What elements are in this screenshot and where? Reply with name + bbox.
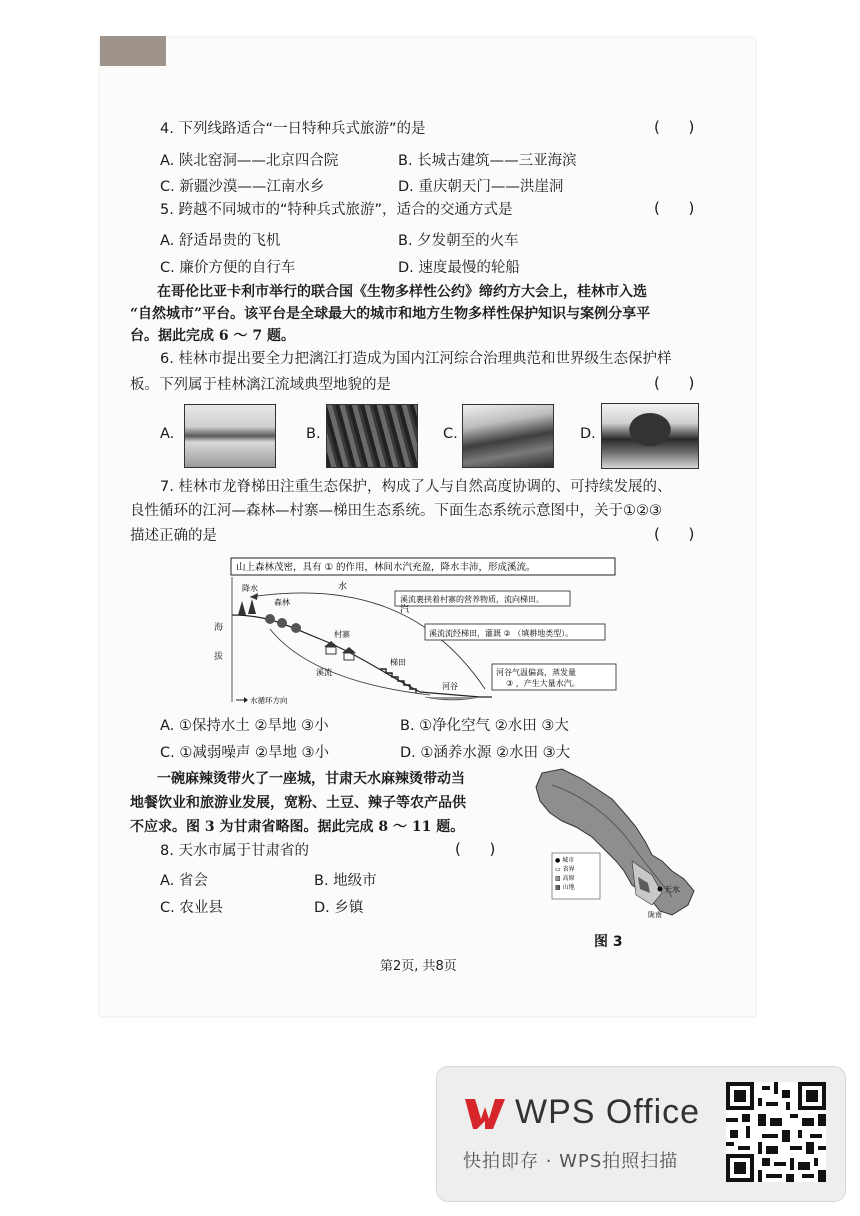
intro-6-7-line2: “自然城市”平台。该平台是全球最大的城市和地方生物多样性保护知识与案例分享平 (130, 306, 651, 322)
q7-option-d: D. ①涵养水源 ②水田 ③大 (400, 745, 571, 761)
q7-stem-line3: 描述正确的是 (130, 528, 217, 544)
q5-option-d: D. 速度最慢的轮船 (398, 260, 520, 276)
q7-stem-line2: 良性循环的江河—森林—村寨—梯田生态系统。下面生态系统示意图中，关于①②③ (130, 503, 662, 519)
map-legend-0: ● 城市 (555, 857, 575, 864)
diagram-label-valley: 河谷 (442, 682, 458, 691)
qr-code-icon (726, 1082, 826, 1182)
map-legend-3: ▩ 山地 (555, 884, 575, 891)
diagram-label-stream: 溪流 (316, 668, 332, 677)
diagram-top-box: 山上森林茂密，具有 ① 的作用，林间水汽充盈，降水丰沛，形成溪流。 (236, 562, 536, 573)
q6-photo-b (326, 404, 418, 468)
diagram-box-3: 溪流流经梯田，灌溉 ② （填耕地类型）。 (429, 629, 574, 638)
diagram-box-4-line2: ③ ，产生大量水汽。 (506, 679, 580, 688)
q5-option-b: B. 夕发朝至的火车 (398, 233, 519, 249)
q4-option-a: A. 陕北窑洞——北京四合院 (160, 153, 339, 169)
diagram-box-2: 溪流裹挟着村寨的营养物质，流向梯田。 (400, 595, 544, 604)
diagram-label-terrace: 梯田 (390, 658, 406, 667)
q6-option-b: B. (306, 426, 321, 442)
ecosystem-diagram (230, 557, 620, 707)
intro-6-7-line1: 在哥伦比亚卡利市举行的联合国《生物多样性公约》缔约方大会上，桂林市入选 (157, 284, 647, 300)
tape-mark (100, 36, 166, 66)
diagram-label-water: 水 (338, 582, 348, 592)
q6-answer-paren: ( ) (654, 374, 695, 392)
q7-option-b: B. ①净化空气 ②水田 ③大 (400, 718, 569, 734)
diagram-label-forest: 森林 (274, 598, 290, 607)
q6-photo-d (601, 403, 699, 469)
intro-6-7-line3: 台。据此完成 6 ～ 7 题。 (130, 328, 295, 344)
intro-8-11-line3: 不应求。图 3 为甘肃省略图。据此完成 8 ～ 11 题。 (130, 819, 465, 835)
q8-stem: 8. 天水市属于甘肃省的 (160, 843, 309, 859)
intro-8-11-line2: 地餐饮业和旅游业发展，宽粉、土豆、辣子等农产品供 (130, 795, 466, 811)
q8-option-c: C. 农业县 (160, 900, 223, 916)
q6-option-a: A. (160, 426, 175, 442)
q5-option-c: C. 廉价方便的自行车 (160, 260, 296, 276)
q6-photo-a (184, 404, 276, 468)
map-label-longnan: 陇南 (648, 911, 662, 919)
q4-option-b: B. 长城古建筑——三亚海滨 (398, 153, 577, 169)
q7-option-c: C. ①减弱噪声 ②旱地 ③小 (160, 745, 330, 761)
q4-stem: 4. 下列线路适合“一日特种兵式旅游”的是 (160, 121, 426, 137)
q6-option-c: C. (443, 426, 458, 442)
q6-photo-c (462, 404, 554, 468)
diagram-label-vapor: 汽 (400, 605, 410, 615)
q4-option-d: D. 重庆朝天门——洪崖洞 (398, 179, 564, 195)
diagram-box-4-line1: 河谷气温偏高，蒸发量 (496, 668, 576, 677)
intro-8-11-line1: 一碗麻辣烫带火了一座城，甘肃天水麻辣烫带动当 (157, 771, 465, 787)
q5-answer-paren: ( ) (654, 199, 695, 217)
q6-stem-line2: 板。下列属于桂林漓江流域典型地貌的是 (130, 377, 391, 393)
diagram-label-cycle: 水循环方向 (250, 696, 288, 705)
map-legend-1: ▭ 省界 (555, 866, 575, 873)
q7-stem-line1: 7. 桂林市龙脊梯田注重生态保护，构成了人与自然高度协调的、可持续发展的、 (160, 479, 672, 495)
q8-option-b: B. 地级市 (314, 873, 377, 889)
wps-logo-icon (463, 1095, 507, 1133)
page-footer: 第2页, 共8页 (380, 959, 457, 974)
q5-option-a: A. 舒适昂贵的飞机 (160, 233, 281, 249)
q6-stem-line1: 6. 桂林市提出要全力把漓江打造成为国内江河综合治理典范和世界级生态保护样 (160, 351, 672, 367)
diagram-label-altitude: 海拔 (212, 622, 222, 680)
q8-answer-paren: ( ) (455, 840, 496, 858)
gansu-map (512, 765, 708, 925)
q7-option-a: A. ①保持水土 ②旱地 ③小 (160, 718, 329, 734)
q4-option-c: C. 新疆沙漠——江南水乡 (160, 179, 325, 195)
map-legend-2: ▨ 高原 (555, 875, 575, 882)
diagram-label-precip: 降水 (242, 584, 258, 593)
q8-option-d: D. 乡镇 (314, 900, 364, 916)
q8-option-a: A. 省会 (160, 873, 208, 889)
q4-answer-paren: ( ) (654, 118, 695, 136)
q5-stem: 5. 跨越不同城市的“特种兵式旅游”，适合的交通方式是 (160, 202, 513, 218)
wps-brand-name: WPS Office (515, 1093, 701, 1131)
figure-3-caption: 图 3 (594, 934, 623, 950)
diagram-label-village: 村寨 (334, 630, 350, 639)
q7-answer-paren: ( ) (654, 525, 695, 543)
wps-slogan: 快拍即存 · WPS拍照扫描 (463, 1151, 679, 1172)
map-label-tianshui: 天水 (664, 885, 680, 894)
q6-option-d: D. (580, 426, 596, 442)
